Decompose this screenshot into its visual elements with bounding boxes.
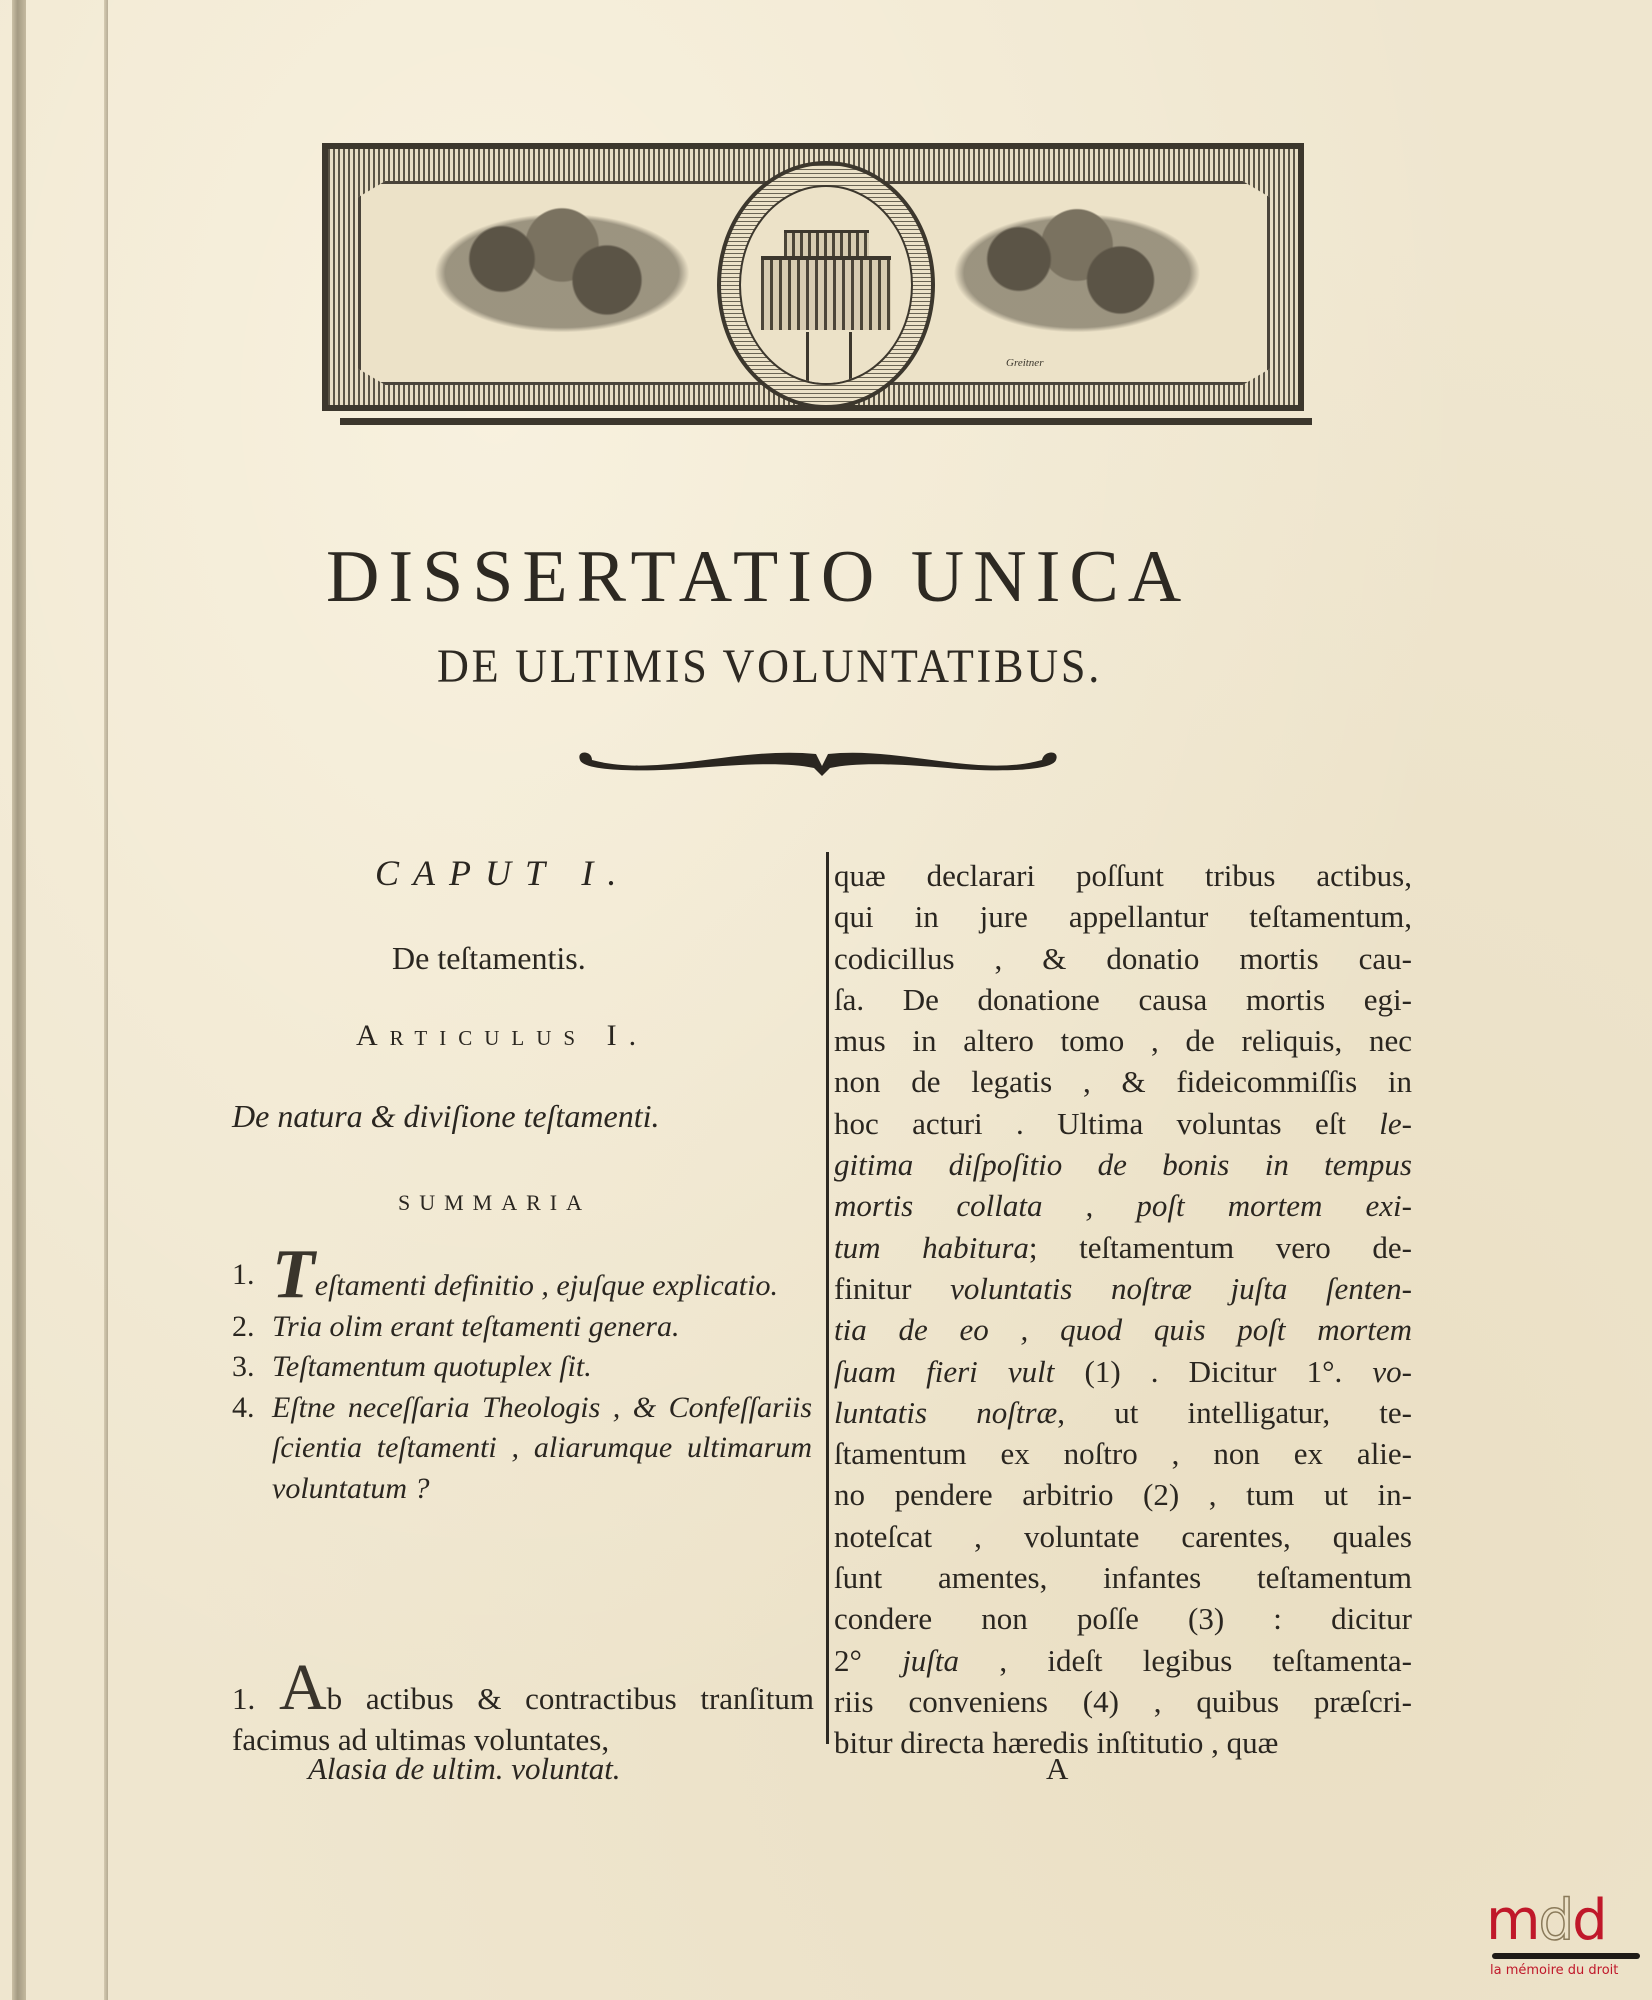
text-line: bitur directa hæredis inſtitutio , quæ xyxy=(834,1725,1279,1761)
text-line: gitima diſpoſitio de bonis in tempus xyxy=(834,1147,1412,1183)
drop-cap: A xyxy=(278,1651,327,1724)
floral-garland-left-icon xyxy=(412,203,712,343)
text-line: mortis collata , poſt mortem exi- xyxy=(834,1188,1412,1224)
text-line: riis conveniens (4) , quibus præſcri- xyxy=(834,1683,1412,1719)
text-line: tum habitura; teſtamentum vero de- xyxy=(834,1229,1413,1265)
drop-cap: T xyxy=(272,1236,315,1313)
summaria-heading: SUMMARIA xyxy=(398,1190,592,1215)
summaria-item: 2. Tria olim erant teſtamenti genera. xyxy=(232,1309,680,1343)
logo-mark: mdd xyxy=(1486,1888,1606,1953)
text-line: non de legatis , & fideicommiſſis in xyxy=(834,1064,1412,1100)
logo-tagline: la mémoire du droit xyxy=(1490,1963,1619,1978)
headpiece-bottom-rule xyxy=(340,418,1312,425)
column-divider xyxy=(826,852,829,1744)
text-line: qui in jure appellantur teſtamentum, xyxy=(834,899,1412,935)
summaria-item: 1. Teſtamenti definitio , ejuſque explicatio. xyxy=(232,1236,778,1313)
binding-gutter-shadow xyxy=(12,0,26,2000)
text-line: no pendere arbitrio (2) , tum ut in- xyxy=(834,1477,1412,1513)
ornamental-headpiece xyxy=(322,143,1312,425)
summaria-list xyxy=(232,1236,812,1509)
medallion-oval xyxy=(717,161,935,409)
text-line: quæ declarari poſſunt tribus actibus, xyxy=(834,858,1412,893)
text-line: tia de eo , quod quis poſt mortem xyxy=(834,1312,1412,1348)
signature-mark: A xyxy=(1046,1751,1069,1786)
building-vignette-icon xyxy=(739,185,913,385)
chapter-heading: CAPUT I. xyxy=(375,853,631,893)
summaria-item: 4. Eſtne neceſſaria Theologis , & Confeſſariis ſcientia teſtamenti , aliarumque ultimarum voluntatum ? xyxy=(232,1390,812,1505)
text-line: codicillus , & donatio mortis cau- xyxy=(834,940,1412,976)
text-line: luntatis noſtræ, ut intelligatur, te- xyxy=(834,1394,1412,1430)
mdd-logo xyxy=(1486,1888,1646,1978)
page-fold-line xyxy=(104,0,108,2000)
text-line: condere non poſſe (3) : dicitur xyxy=(834,1601,1412,1637)
flourish-divider-icon xyxy=(568,742,1068,782)
chapter-subtitle: De teſtamentis. xyxy=(392,940,586,976)
summaria-item: 3. Teſtamentum quotuplex ſit. xyxy=(232,1350,592,1383)
text-line: finitur voluntatis noſtræ juſta ſenten- xyxy=(834,1270,1412,1306)
text-line: mus in altero tomo , de reliquis, nec xyxy=(834,1023,1412,1059)
text-line: noteſcat , voluntate carentes, quales xyxy=(834,1518,1412,1554)
text-line: ſunt amentes, infantes teſtamentum xyxy=(834,1560,1412,1596)
page-subtitle: DE ULTIMIS VOLUNTATIBUS. xyxy=(437,640,1103,693)
article-heading: Articulus I. xyxy=(356,1019,649,1052)
body-paragraph: 1. Ab actibus & contractibus tranſitum facimus ad ultimas voluntates, xyxy=(232,1651,814,1757)
logo-bar xyxy=(1492,1953,1640,1959)
running-footnote-reference: Alasia de ultim. voluntat. xyxy=(308,1751,621,1786)
text-line: ſtamentum ex noſtro , non ex alie- xyxy=(834,1436,1412,1472)
engraver-signature: Greitner xyxy=(1006,357,1044,369)
text-line: 2° juſta , ideſt legibus teſtamenta- xyxy=(834,1642,1412,1678)
right-column-text xyxy=(834,855,1412,1764)
article-subtitle: De natura & diviſione teſtamenti. xyxy=(232,1098,660,1134)
text-line: ſa. De donatione causa mortis egi- xyxy=(834,981,1412,1017)
text-line: hoc acturi . Ultima voluntas eſt le- xyxy=(834,1105,1412,1141)
floral-garland-right-icon xyxy=(932,203,1222,343)
page-title: DISSERTATIO UNICA xyxy=(326,536,1191,618)
text-line: ſuam fieri vult (1) . Dicitur 1°. vo- xyxy=(834,1353,1412,1389)
